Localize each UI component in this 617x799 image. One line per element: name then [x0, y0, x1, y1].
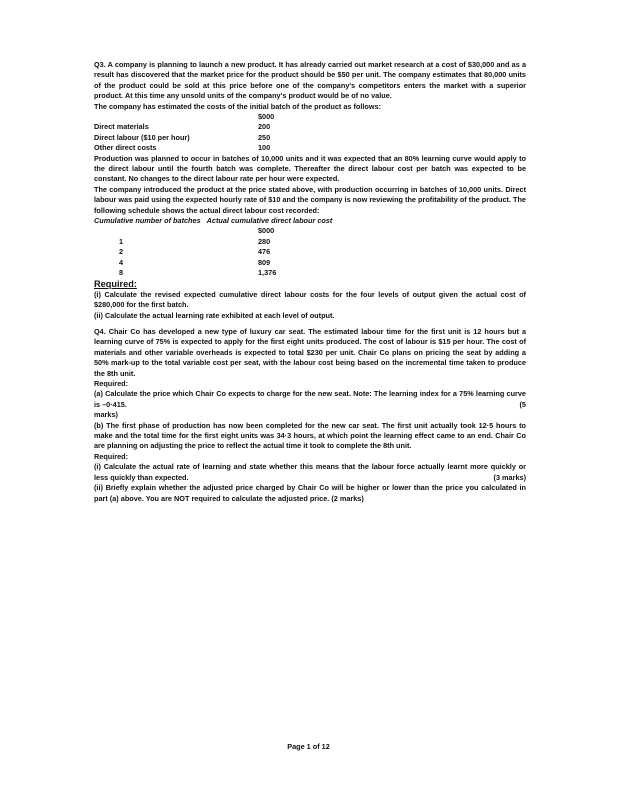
schedule-cost: 476	[258, 247, 271, 257]
q3-required-heading: Required:	[94, 279, 137, 290]
q3-requirement-ii: (ii) Calculate the actual learning rate exhibited at each level of output.	[94, 310, 335, 320]
schedule-unit: $000	[258, 226, 275, 236]
schedule-row	[94, 237, 526, 247]
schedule-row	[94, 247, 526, 257]
schedule-unit-row	[94, 226, 526, 236]
schedule-cost: 280	[258, 236, 271, 246]
schedule-col2-header: Actual cumulative direct labour cost	[206, 216, 333, 226]
q4-requirement-b-i-marks: (3 marks)	[493, 472, 526, 482]
schedule-batches: 8	[119, 267, 124, 277]
q4-requirement-b-i	[94, 462, 526, 483]
cost-row	[94, 133, 526, 143]
q4-required-heading-2: Required:	[94, 451, 129, 461]
cost-value: 250	[258, 132, 271, 142]
q4-requirement-a-marks: (5	[519, 399, 526, 409]
cost-value: 100	[258, 143, 271, 153]
schedule-cost: 1,376	[258, 267, 277, 277]
q4-requirement-a	[94, 389, 526, 410]
q3-cost-intro: The company has estimated the costs of the initial batch of the product as follows:	[94, 101, 382, 111]
schedule-row	[94, 258, 526, 268]
q4-required-heading: Required:	[94, 379, 129, 389]
cost-unit-header: $000	[258, 112, 275, 122]
schedule-cost: 809	[258, 257, 271, 267]
q4-requirement-a-text: (a) Calculate the price which Chair Co expects to charge for the new seat. Note: The learning index for a 75% learning curve is –0·415.	[94, 389, 526, 409]
schedule-header-row	[94, 216, 526, 226]
page-number: Page 1 of 12	[287, 742, 330, 751]
q3-requirement-i: (i) Calculate the revised expected cumulative direct labour costs for the four levels of output given the actual cost of $280,000 for the first batch.	[94, 289, 526, 310]
q4-requirement-b-ii: (ii) Briefly explain whether the adjusted price charged by Chair Co will be higher or lower than the price you calculated in part (a) above. You are NOT required to calculate the adjusted price. (2 marks)	[94, 483, 526, 503]
cost-header-row	[94, 112, 526, 122]
cost-value: 200	[258, 122, 271, 132]
cost-row	[94, 122, 526, 132]
cost-row	[94, 143, 526, 153]
schedule-col1-header: Cumulative number of batches	[94, 216, 201, 226]
cost-label: Other direct costs	[94, 143, 157, 153]
q3-learning-curve-text: Production was planned to occur in batches of 10,000 units and it was expected that an 80% learning curve would apply to the direct labour until the fourth batch was complete. Thereafter the direct labour cost per batch was expected to be constant. No changes to the direct labour rate per hour were expected.	[94, 153, 526, 184]
schedule-row	[94, 268, 526, 278]
q3-schedule-intro: The company introduced the product at the price stated above, with production occurring in batches of 10,000 units. Direct labour was paid using the expected hourly rate of $10 and the company is now reviewing the profitability of the product. The following schedule shows the actual direct labour cost recorded:	[94, 184, 526, 215]
q4-part-b-text: (b) The first phase of production has now been completed for the new car seat. The first unit actually took 12·5 hours to make and the total time for the first eight units was 34·3 hours, at which point the learning effect came to an end. Chair Co are planning on adjusting the price to reflect the actual time it took to complete the 8th unit.	[94, 420, 526, 451]
cost-label: Direct labour ($10 per hour)	[94, 132, 190, 142]
page-content	[94, 60, 526, 504]
q3-intro: Q3. A company is planning to launch a new product. It has already carried out market research at a cost of $30,000 and as a result has discovered that the market price for the product should be $50 per unit. The company estimates that 80,000 units of the product could be sold at this price before one of the company's competitors enters the market with a superior product. At this time any unsold units of the company's product would be of no value.	[94, 60, 526, 101]
q4-intro: Q4. Chair Co has developed a new type of luxury car seat. The estimated labour time for the first unit is 12 hours but a learning curve of 75% is expected to apply for the first eight units produced. The cost of labour is $15 per hour. The cost of materials and other variable overheads is expected to total $230 per unit. Chair Co plans on pricing the seat by adding a 50% mark-up to the total variable cost per seat, with the labour cost being based on the incremental time taken to produce the 8th unit.	[94, 327, 526, 378]
schedule-batches: 4	[119, 257, 124, 267]
q4-requirement-b-i-text: (i) Calculate the actual rate of learning and state whether this means that the labour force actually learnt more quickly or less quickly than expected.	[94, 462, 526, 482]
q4-requirement-a-marks-cont: marks)	[94, 410, 118, 420]
schedule-batches: 2	[119, 247, 124, 257]
cost-label: Direct materials	[94, 122, 149, 132]
schedule-batches: 1	[119, 236, 124, 246]
